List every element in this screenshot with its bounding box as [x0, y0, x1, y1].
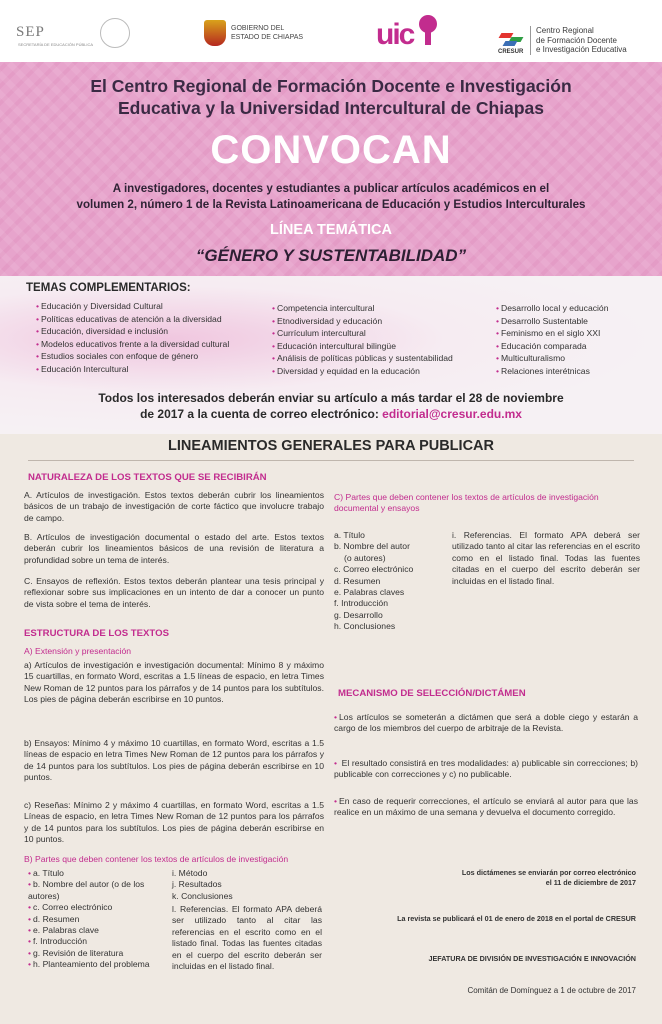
- partes-c-item: c. Correo electrónico: [334, 564, 414, 575]
- partes-c-subheading: C) Partes que deben contener los textos de artículos de investigación documental y ensayos: [334, 492, 599, 513]
- tema-item: • Educación Intercultural: [36, 363, 229, 376]
- place-date: Comitán de Domínguez a 1 de octubre de 2017: [467, 986, 636, 995]
- title-line2: Educativa y la Universidad Intercultural de Chiapas: [118, 98, 544, 118]
- cresur-line3: e Investigación Educativa: [536, 45, 627, 54]
- partes-c-item: (o autores): [344, 552, 386, 563]
- partes-c-referencias: i. Referencias. El formato APA deberá ser utilizado tanto al citar las referencias en el escrito como en el listado final. Todas las fuentes citadas en el cuerpo del escrito deberán ser incluidas en el listado final.: [452, 530, 640, 586]
- tema-item: • Desarrollo local y educación: [496, 302, 609, 315]
- partes-b-list-2: [172, 868, 322, 902]
- tema-item: • Educación, diversidad e inclusión: [36, 325, 229, 338]
- tema-item: • Educación y Diversidad Cultural: [36, 300, 229, 313]
- extension-a: a) Artículos de investigación e investigación documental: Mínimo 8 y máximo 15 cuartillas, en formato Word, escritas a 1.5 líneas de espacio, en letra Times New Roman de 12 puntos para los párrafos y de 14 puntos para los subtítulos. Los pies de página deberán escribirse en 10 puntos.: [24, 660, 324, 705]
- tema-item: • Desarrollo Sustentable: [496, 315, 609, 328]
- sep-wordmark: SEP: [16, 24, 45, 40]
- partes-c-item: h. Conclusiones: [334, 621, 396, 632]
- tema-item: • Educación intercultural bilingüe: [272, 340, 453, 353]
- chiapas-shield-icon: [204, 20, 226, 46]
- tema-item: • Estudios sociales con enfoque de género: [36, 350, 229, 363]
- partes-b-item: • g. Revisión de literatura: [28, 948, 164, 959]
- partes-c-item: b. Nombre del autor: [334, 541, 410, 552]
- cresur-line2: de Formación Docente: [536, 35, 617, 45]
- unich-mark-icon: [376, 14, 440, 50]
- partes-c-item: g. Desarrollo: [334, 609, 383, 620]
- partes-b-list-1: [28, 868, 164, 971]
- partes-b-item: k. Conclusiones: [172, 890, 233, 901]
- partes-c-item: a. Título: [334, 530, 365, 540]
- intro-line1: A investigadores, docentes y estudiantes a publicar artículos académicos en el: [112, 182, 550, 195]
- title-line1: El Centro Regional de Formación Docente e Investigación: [90, 76, 572, 96]
- svg-text:uic: uic: [376, 18, 414, 50]
- partes-c-list: [334, 530, 450, 633]
- tema-principal: “GÉNERO Y SUSTENTABILIDAD”: [195, 246, 467, 265]
- deadline-notice: [40, 390, 622, 422]
- linea-tematica-label: LÍNEA TEMÁTICA: [270, 222, 392, 238]
- lineamientos-title: LINEAMIENTOS GENERALES PARA PUBLICAR: [167, 438, 494, 454]
- partes-c-item: e. Palabras claves: [334, 587, 405, 598]
- partes-b-item: i. Método: [172, 868, 208, 878]
- naturaleza-a: A. Artículos de investigación. Estos textos deberán cubrir los lineamientos básicos de un trabajo de investigación de corte fáctico que involucre trabajo de campo.: [24, 490, 324, 523]
- tema-item: • Feminismo en el siglo XXI: [496, 327, 609, 340]
- temas-column-2: [272, 302, 453, 378]
- intro-line2: volumen 2, número 1 de la Revista Latinoamericana de Educación y Estudios Interculturales: [76, 198, 586, 211]
- naturaleza-c: C. Ensayos de reflexión. Estos textos deberán plantear una tesis principal y reflexionar sobre sus implicaciones en un intento de dar a conocer un punto de vista sobre el tema de interés.: [24, 576, 324, 609]
- partes-b-referencias: l. Referencias. El formato APA deberá ser utilizado tanto al citar las referencias en el escrito como en el listado final. Todas las fuentes citadas en el cuerpo del escrito deberán ser incluidas en el listado final.: [172, 904, 322, 972]
- jefatura-signature: JEFATURA DE DIVISIÓN DE INVESTIGACIÓN E INNOVACIÓN: [428, 954, 636, 963]
- naturaleza-b: B. Artículos de investigación documental o estado del arte. Estos textos deberán cubrir los lineamientos básicos de una revisión de literatura a profundidad sobre un tema de interés.: [24, 532, 324, 565]
- temas-column-3: [496, 302, 609, 378]
- chiapas-logo: [204, 20, 303, 46]
- mecanismo-3: • En caso de requerir correcciones, el artículo se enviará al autor para que las realice en un máximo de una semana y devuelva el documento corregido.: [334, 796, 638, 819]
- tema-item: • Modelos educativos frente a la diversidad cultural: [36, 338, 229, 351]
- partes-b-item: • f. Introducción: [28, 936, 164, 947]
- tema-item: • Educación comparada: [496, 340, 609, 353]
- mecanismo-2: • El resultado consistirá en tres modalidades: a) publicable sin correcciones; b) publicable con correcciones y c) no publicable.: [334, 758, 638, 781]
- publication-note: La revista se publicará el 01 de enero de 2018 en el portal de CRESUR: [397, 914, 636, 923]
- partes-b-subheading: B) Partes que deben contener los textos de artículos de investigación: [24, 854, 289, 864]
- tema-item: • Diversidad y equidad en la educación: [272, 365, 453, 378]
- dictamen-note: Los dictámenes se enviarán por correo electrónico el 11 de diciembre de 2017: [461, 868, 636, 887]
- tema-item: • Etnodiversidad y educación: [272, 315, 453, 328]
- cresur-mark-icon: [498, 33, 524, 56]
- unich-logo: [376, 14, 440, 50]
- mecanismo-heading: MECANISMO DE SELECCIÓN/DICTÁMEN: [338, 688, 526, 699]
- temas-section: [0, 276, 662, 434]
- tema-item: • Currículum intercultural: [272, 327, 453, 340]
- partes-c-item: d. Resumen: [334, 575, 381, 586]
- tema-item: • Análisis de políticas públicas y sustentabilidad: [272, 352, 453, 365]
- divider: [28, 460, 634, 461]
- chiapas-line1: GOBIERNO DEL: [231, 25, 285, 32]
- partes-b-item: • c. Correo electrónico: [28, 902, 164, 913]
- estructura-heading: ESTRUCTURA DE LOS TEXTOS: [24, 628, 169, 639]
- partes-b-item: • b. Nombre del autor (o de los autores): [28, 879, 164, 902]
- tema-item: • Competencia intercultural: [272, 302, 453, 315]
- tema-item: • Relaciones interétnicas: [496, 365, 609, 378]
- extension-subheading: A) Extensión y presentación: [24, 646, 132, 656]
- chiapas-line2: ESTADO DE CHIAPAS: [231, 34, 304, 41]
- sep-logo: [16, 24, 94, 47]
- temas-column-1: [36, 300, 229, 376]
- tema-item: • Multiculturalismo: [496, 352, 609, 365]
- sep-subtitle: SECRETARÍA DE EDUCACIÓN PÚBLICA: [18, 42, 94, 47]
- national-seal-icon: [100, 18, 130, 48]
- partes-c-item: f. Introducción: [334, 598, 388, 609]
- partes-b-item: • a. Título: [28, 868, 164, 879]
- mecanismo-1: • Los artículos se someterán a dictámen que será a doble ciego y estarán a cargo de los miembros del cuerpo de arbitraje de la Revista.: [334, 712, 638, 735]
- naturaleza-heading: NATURALEZA DE LOS TEXTOS QUE SE RECIBIRÁN: [28, 472, 267, 483]
- header-banner: [0, 62, 662, 276]
- tema-item: • Políticas educativas de atención a la diversidad: [36, 313, 229, 326]
- convocan-heading: CONVOCAN: [210, 128, 452, 172]
- partes-b-item: j. Resultados: [172, 879, 222, 890]
- extension-c: c) Reseñas: Mínimo 2 y máximo 4 cuartillas, en formato Word, escritas a 1.5 Líneas de espacio, en letra Times New Roman de 12 puntos para los párrafos y de 14 puntos para los subtítulos. Los pies de página deberán escribirse en 10 puntos.: [24, 800, 324, 845]
- contact-email[interactable]: editorial@cresur.edu.mx: [382, 407, 522, 421]
- extension-b: b) Ensayos: Mínimo 4 y máximo 10 cuartillas, en formato Word, escritas a 1.5 líneas de espacio en letra Times New Roman de 12 puntos para los párrafos y de 14 puntos para los subtítulos. Los pies de página deberán escribirse en 10 puntos.: [24, 738, 324, 783]
- cresur-logo: [498, 26, 627, 55]
- temas-title: TEMAS COMPLEMENTARIOS:: [26, 282, 191, 294]
- logo-bar: [0, 0, 662, 62]
- deadline-line1: Todos los interesados deberán enviar su artículo a más tardar el 28 de noviembre: [98, 391, 564, 405]
- partes-b-item: • d. Resumen: [28, 914, 164, 925]
- deadline-line2: de 2017 a la cuenta de correo electrónico:: [140, 407, 379, 421]
- cresur-line1: Centro Regional: [536, 26, 594, 35]
- partes-b-item: • e. Palabras clave: [28, 925, 164, 936]
- partes-b-item: • h. Planteamiento del problema: [28, 959, 164, 970]
- cresur-brand: CRESUR: [498, 49, 524, 56]
